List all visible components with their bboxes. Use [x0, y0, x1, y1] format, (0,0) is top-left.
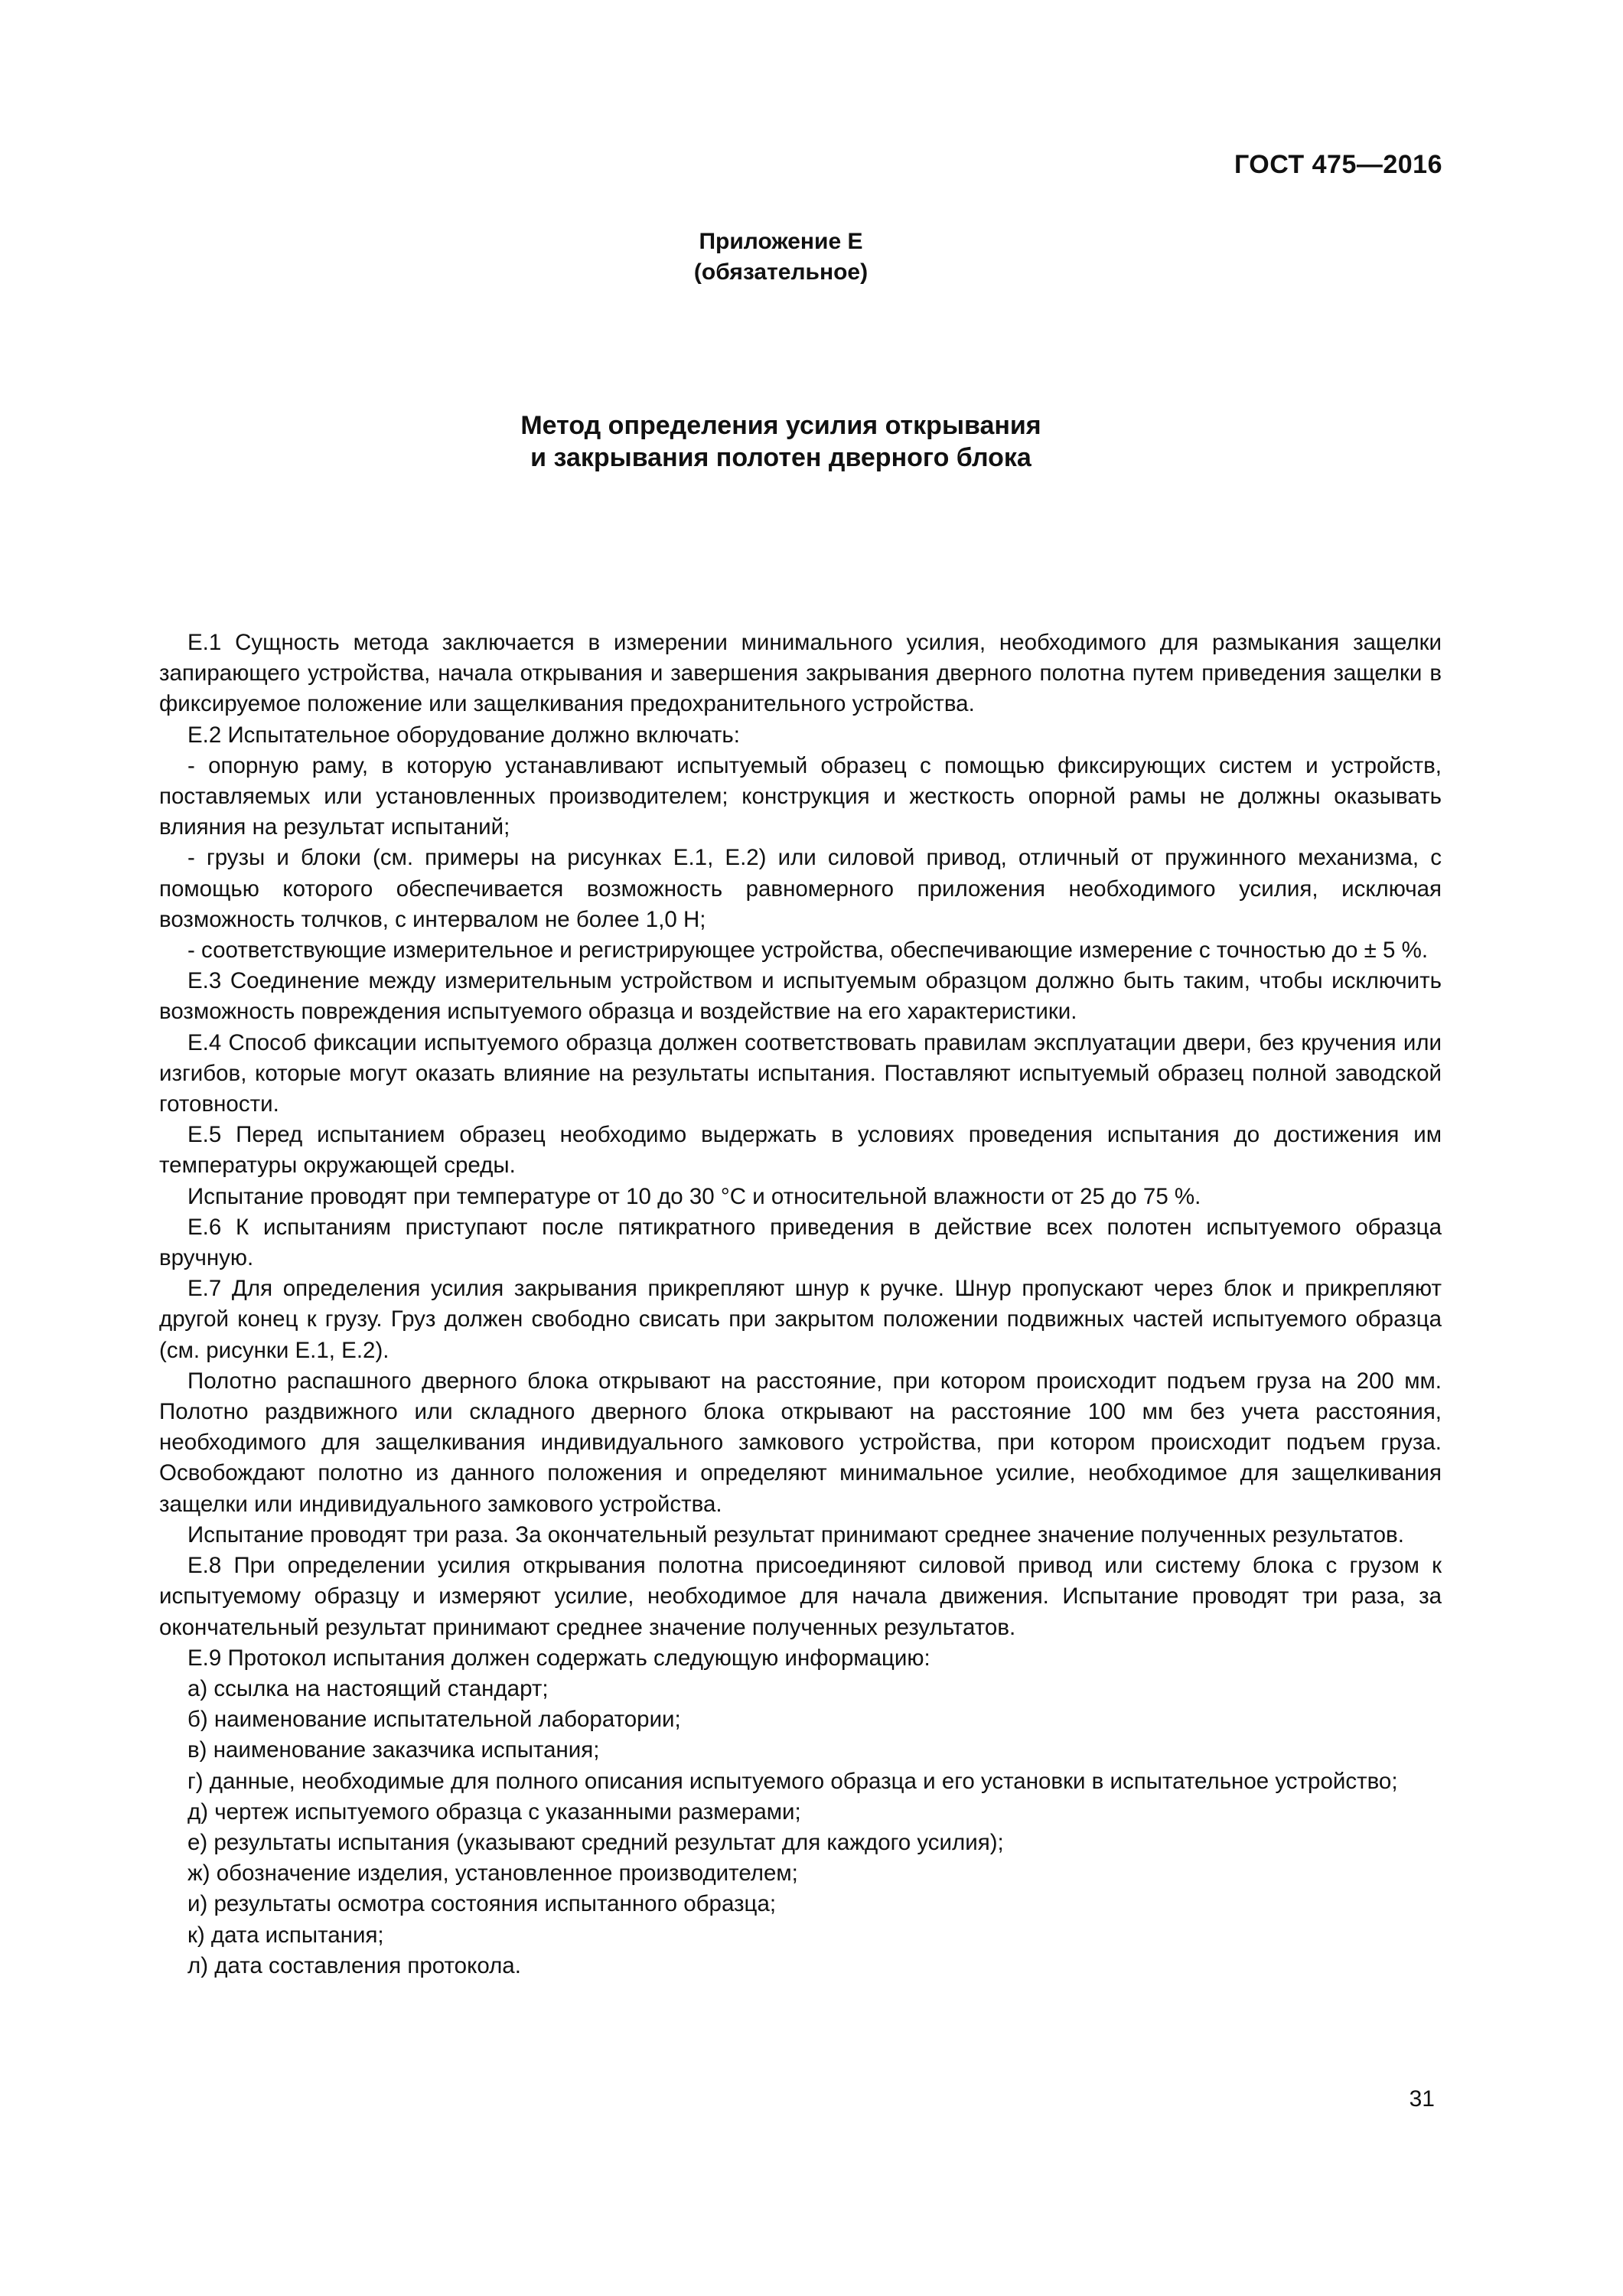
paragraph-e7-procedure: Полотно распашного дверного блока открывают на расстояние, при котором происходит подъем груза на 200 мм. Полотно раздвижного или складного дверного блока открывают на расстояние 100 мм без учета расстояния, необходимого для защелкивания индивидуального замкового устройства, при котором происходит подъем груза. Освобождают полотно из данного положения и определяют минимальное усилие, необходимое для защелкивания защелки или индивидуального замкового устройства. [159, 1368, 1442, 1517]
paragraph-e2-item-weights: - грузы и блоки (см. примеры на рисунках Е.1, Е.2) или силовой привод, отличный от пружинного механизма, с помощью которого обеспечивается возможность равномерного приложения необходимого усилия, исключая возможность толчков, с интервалом не более 1,0 Н; [159, 845, 1442, 932]
list-item-i: и) результаты осмотра состояния испытанного образца; [187, 1891, 777, 1917]
appendix-heading [0, 227, 1623, 288]
paragraph-e3: Е.3 Соединение между измерительным устройством и испытуемым образцом должно быть таким, чтобы исключить возможность повреждения испытуемого образца и воздействие на его характеристики. [159, 968, 1442, 1025]
appendix-label: Приложение Е [699, 229, 863, 254]
title-line-2: и закрывания полотен дверного блока [530, 443, 1031, 472]
paragraph-e4: Е.4 Способ фиксации испытуемого образца должен соответствовать правилам эксплуатации двери, без кручения или изгибов, которые могут оказать влияние на результаты испытания. Поставляют испытуемый образец полной заводской готовности. [159, 1029, 1442, 1117]
paragraph-e7-repeat: Испытание проводят три раза. За окончательный результат принимают среднее значение полученных результатов. [187, 1521, 1404, 1548]
paragraph-e5: Е.5 Перед испытанием образец необходимо выдержать в условиях проведения испытания до достижения им температуры окружающей среды. [159, 1122, 1442, 1179]
list-item-a: а) ссылка на настоящий стандарт; [187, 1675, 549, 1701]
list-item-v: в) наименование заказчика испытания; [187, 1737, 600, 1763]
list-item-k: к) дата испытания; [187, 1922, 384, 1948]
list-item-zh: ж) обозначение изделия, установленное производителем; [187, 1861, 798, 1887]
title-line-1: Метод определения усилия открывания [520, 411, 1041, 440]
document-title [0, 409, 1623, 474]
document-body [159, 628, 1442, 1981]
paragraph-e9: Е.9 Протокол испытания должен содержать следующую информацию: [187, 1645, 930, 1671]
paragraph-e8: Е.8 При определении усилия открывания полотна присоединяют силовой привод или систему блока с грузом к испытуемому образцу и измеряют усилие, необходимое для начала движения. Испытание проводят три раза, за окончательный результат принимают среднее значение полученных результатов. [159, 1553, 1442, 1640]
page-number: 31 [1409, 2086, 1435, 2112]
appendix-status: (обязательное) [693, 259, 869, 285]
list-item-e: е) результаты испытания (указывают средний результат для каждого усилия); [187, 1829, 1004, 1855]
list-item-d: д) чертеж испытуемого образца с указанными размерами; [187, 1799, 801, 1825]
standard-designation: ГОСТ 475—2016 [1234, 150, 1442, 179]
paragraph-e7: Е.7 Для определения усилия закрывания прикрепляют шнур к ручке. Шнур пропускают через блок и прикрепляют другой конец к грузу. Груз должен свободно свисать при закрытом положении подвижных частей испытуемого образца (см. рисунки Е.1, Е.2). [159, 1276, 1442, 1363]
list-item-g: г) данные, необходимые для полного описания испытуемого образца и его установки в испытательное устройство; [187, 1768, 1398, 1794]
paragraph-e5-conditions: Испытание проводят при температуре от 10 до 30 °С и относительной влажности от 25 до 75 %. [187, 1183, 1201, 1209]
paragraph-e6: Е.6 К испытаниям приступают после пятикратного приведения в действие всех полотен испытуемого образца вручную. [159, 1214, 1442, 1271]
paragraph-e2-item-frame: - опорную раму, в которую устанавливают испытуемый образец с помощью фиксирующих систем и устройств, поставляемых или установленных производителем; конструкция и жесткость опорной рамы не должны оказывать влияния на результат испытаний; [159, 752, 1442, 840]
paragraph-e1: Е.1 Сущность метода заключается в измерении минимального усилия, необходимого для размыкания защелки запирающего устройства, начала открывания и завершения закрывания дверного полотна путем приведения защелки в фиксируемое положение или защелкивания предохранительного устройства. [159, 630, 1442, 717]
paragraph-e2: Е.2 Испытательное оборудование должно включать: [187, 722, 740, 748]
list-item-b: б) наименование испытательной лаборатории; [187, 1707, 681, 1733]
paragraph-e2-item-measuring: - соответствующие измерительное и регистрирующее устройства, обеспечивающие измерение с точностью до ± 5 %. [187, 938, 1429, 964]
list-item-l: л) дата составления протокола. [187, 1952, 521, 1978]
